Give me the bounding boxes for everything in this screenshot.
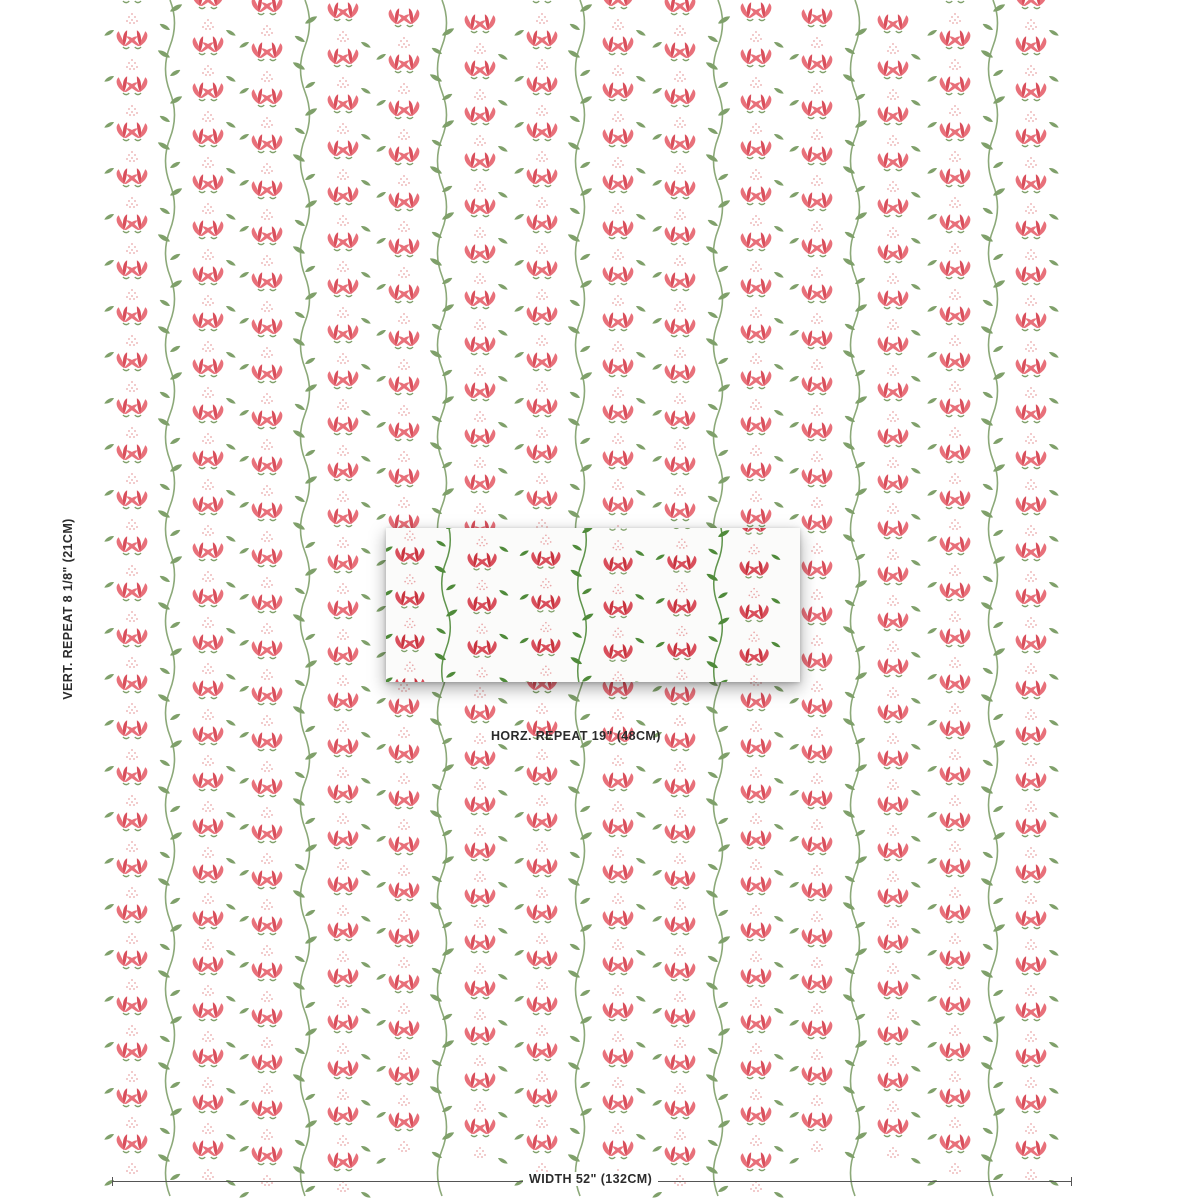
- swatch-closeup: [386, 528, 800, 682]
- vertical-repeat-label: VERT. REPEAT 8 1/8" (21CM): [61, 518, 75, 700]
- swatch-pattern: [386, 528, 800, 682]
- width-label: WIDTH 52" (132CM): [523, 1172, 658, 1186]
- horizontal-repeat-label: HORZ. REPEAT 19" (48CM): [491, 729, 661, 743]
- width-measure-tick-right: [1071, 1177, 1072, 1186]
- width-measure-tick-left: [112, 1177, 113, 1186]
